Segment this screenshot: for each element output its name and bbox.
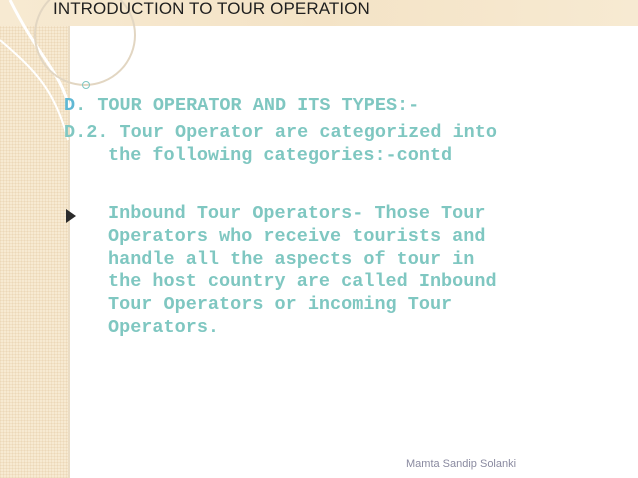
bullet-line: Tour Operators or incoming Tour [108,294,453,316]
footer-author: Mamta Sandip Solanki [406,458,517,470]
heading-block [0,95,600,167]
bullet-line: Inbound Tour Operators- Those Tour [108,203,486,224]
heading-line-3: the following categories:-contd [108,144,453,166]
bullet-line: Operators. [108,316,220,338]
slide-title: INTRODUCTION TO TOUR OPERATION [53,0,370,18]
bullet-line: handle all the aspects of tour in [108,248,475,270]
degree-circle-mark [82,81,90,89]
bullet-line: the host country are called Inbound [108,271,497,293]
heading-line-1-text: . TOUR OPERATOR AND ITS TYPES:- [75,95,420,116]
heading-initial: D [64,95,76,116]
bullet-line: Operators who receive tourists and [108,225,486,247]
heading-line-2: D.2. Tour Operator are categorized into [64,121,497,143]
bullet-arrow-icon [66,209,76,223]
bullet-paragraph [108,203,578,340]
heading-line-1 [64,95,638,118]
